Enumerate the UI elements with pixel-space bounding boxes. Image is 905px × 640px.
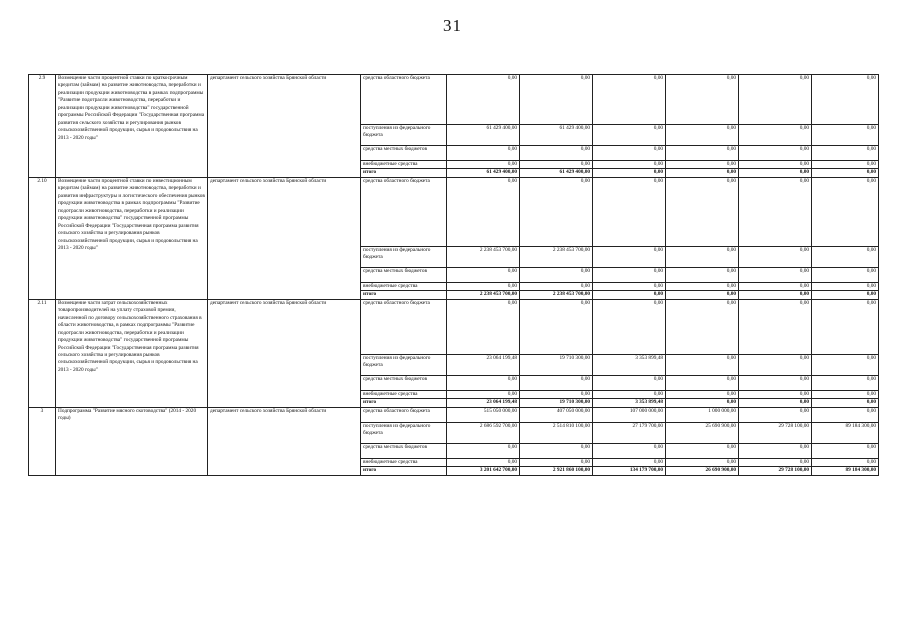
- amount-cell: 134 179 700,00: [593, 467, 666, 475]
- amount-cell: 0,00: [739, 399, 812, 407]
- amount-cell: 0,00: [812, 75, 879, 125]
- amount-cell: 0,00: [447, 443, 520, 458]
- funding-source-label: итого: [361, 467, 447, 475]
- amount-cell: 0,00: [812, 399, 879, 407]
- amount-cell: 0,00: [447, 458, 520, 466]
- funding-source-label: средства областного бюджета: [361, 75, 447, 125]
- amount-cell: 0,00: [593, 443, 666, 458]
- amount-cell: 0,00: [739, 291, 812, 299]
- amount-cell: 0,00: [812, 161, 879, 169]
- amount-cell: 19 710 300,00: [520, 399, 593, 407]
- row-number: 3: [29, 407, 56, 475]
- amount-cell: 25 690 900,00: [666, 422, 739, 443]
- funding-source-label: поступления из федерального бюджета: [361, 422, 447, 443]
- amount-cell: 0,00: [739, 375, 812, 390]
- amount-cell: 0,00: [593, 125, 666, 146]
- row-number: 2.9: [29, 75, 56, 178]
- amount-cell: 0,00: [812, 443, 879, 458]
- amount-cell: 0,00: [593, 146, 666, 161]
- funding-source-label: внебюджетные средства: [361, 458, 447, 466]
- amount-cell: 0,00: [739, 390, 812, 398]
- amount-cell: 0,00: [666, 146, 739, 161]
- amount-cell: 29 728 100,00: [739, 422, 812, 443]
- amount-cell: 0,00: [520, 267, 593, 282]
- funding-source-label: итого: [361, 399, 447, 407]
- amount-cell: 0,00: [666, 75, 739, 125]
- amount-cell: 0,00: [520, 177, 593, 246]
- amount-cell: 0,00: [666, 375, 739, 390]
- amount-cell: 61 429 400,00: [447, 169, 520, 177]
- funding-source-label: итого: [361, 169, 447, 177]
- amount-cell: 0,00: [666, 282, 739, 290]
- amount-cell: 0,00: [666, 443, 739, 458]
- amount-cell: 0,00: [593, 390, 666, 398]
- amount-cell: 0,00: [739, 246, 812, 267]
- amount-cell: 0,00: [520, 75, 593, 125]
- amount-cell: 0,00: [739, 458, 812, 466]
- amount-cell: 3 353 899,48: [593, 399, 666, 407]
- amount-cell: 0,00: [447, 146, 520, 161]
- amount-cell: 0,00: [812, 125, 879, 146]
- funding-source-label: средства местных бюджетов: [361, 375, 447, 390]
- amount-cell: 0,00: [593, 299, 666, 354]
- amount-cell: 0,00: [520, 458, 593, 466]
- amount-cell: 0,00: [593, 267, 666, 282]
- amount-cell: 0,00: [520, 146, 593, 161]
- row-executor: департамент сельского хозяйства Брянской области: [208, 299, 361, 407]
- row-executor: департамент сельского хозяйства Брянской области: [208, 75, 361, 178]
- funding-source-label: средства областного бюджета: [361, 177, 447, 246]
- amount-cell: 107 000 000,00: [593, 407, 666, 422]
- amount-cell: 0,00: [739, 443, 812, 458]
- amount-cell: 0,00: [739, 267, 812, 282]
- amount-cell: 0,00: [812, 291, 879, 299]
- funding-source-label: средства областного бюджета: [361, 407, 447, 422]
- amount-cell: 0,00: [739, 299, 812, 354]
- page-number: 31: [443, 16, 462, 35]
- amount-cell: 0,00: [666, 169, 739, 177]
- amount-cell: 0,00: [812, 282, 879, 290]
- amount-cell: 0,00: [447, 177, 520, 246]
- amount-cell: 61 429 400,00: [520, 169, 593, 177]
- amount-cell: 0,00: [666, 390, 739, 398]
- table-row: [29, 299, 879, 354]
- amount-cell: 0,00: [812, 375, 879, 390]
- funding-source-label: поступления из федерального бюджета: [361, 125, 447, 146]
- amount-cell: 19 710 300,00: [520, 354, 593, 375]
- amount-cell: 0,00: [739, 169, 812, 177]
- amount-cell: 0,00: [666, 125, 739, 146]
- amount-cell: 89 184 300,00: [812, 467, 879, 475]
- amount-cell: 0,00: [666, 291, 739, 299]
- amount-cell: 29 728 100,00: [739, 467, 812, 475]
- amount-cell: 0,00: [812, 390, 879, 398]
- amount-cell: 0,00: [447, 267, 520, 282]
- amount-cell: 515 050 000,00: [447, 407, 520, 422]
- amount-cell: 0,00: [739, 161, 812, 169]
- row-number: 2.11: [29, 299, 56, 407]
- amount-cell: 0,00: [812, 146, 879, 161]
- amount-cell: 23 064 199,48: [447, 354, 520, 375]
- amount-cell: 0,00: [666, 246, 739, 267]
- amount-cell: 0,00: [447, 375, 520, 390]
- amount-cell: 3 353 899,48: [593, 354, 666, 375]
- funding-source-label: итого: [361, 291, 447, 299]
- amount-cell: 0,00: [593, 246, 666, 267]
- amount-cell: 0,00: [666, 177, 739, 246]
- budget-table: [28, 74, 879, 476]
- amount-cell: 0,00: [593, 169, 666, 177]
- amount-cell: 0,00: [593, 177, 666, 246]
- funding-source-label: средства областного бюджета: [361, 299, 447, 354]
- amount-cell: 2 238 453 700,00: [520, 246, 593, 267]
- amount-cell: 0,00: [666, 354, 739, 375]
- amount-cell: 23 064 199,48: [447, 399, 520, 407]
- amount-cell: 2 238 453 700,00: [447, 246, 520, 267]
- amount-cell: 0,00: [447, 75, 520, 125]
- row-description: Подпрограмма "Развитие мясного скотоводства" (2014 - 2020 годы): [56, 407, 208, 475]
- amount-cell: 0,00: [666, 399, 739, 407]
- amount-cell: 61 429 400,00: [520, 125, 593, 146]
- funding-source-label: внебюджетные средства: [361, 390, 447, 398]
- amount-cell: 0,00: [666, 458, 739, 466]
- amount-cell: 0,00: [666, 299, 739, 354]
- amount-cell: 26 690 900,00: [666, 467, 739, 475]
- funding-source-label: поступления из федерального бюджета: [361, 354, 447, 375]
- amount-cell: 0,00: [812, 177, 879, 246]
- amount-cell: 0,00: [812, 458, 879, 466]
- amount-cell: 0,00: [520, 443, 593, 458]
- row-description: Возмещение части процентной ставки по инвестиционным кредитам (займам) на развитие животноводства, переработки и развития инфраструктуры и логистического обеспечения рынков продукции животноводства в рамках подпрограммы "Развитие подотрасли животноводства, переработки и реализации продукции животноводства" государственной программы Российской Федерации "Государственная программа развития сельского хозяйства и регулирования рынков сельскохозяйственной продукции, сырья и продовольствия на 2013 - 2020 годы": [56, 177, 208, 299]
- funding-source-label: внебюджетные средства: [361, 161, 447, 169]
- amount-cell: 0,00: [593, 75, 666, 125]
- budget-table-body: [29, 75, 879, 476]
- amount-cell: 0,00: [739, 125, 812, 146]
- row-number: 2.10: [29, 177, 56, 299]
- amount-cell: 89 184 300,00: [812, 422, 879, 443]
- table-row: [29, 407, 879, 422]
- amount-cell: 0,00: [739, 354, 812, 375]
- amount-cell: 2 514 810 100,00: [520, 422, 593, 443]
- amount-cell: 1 000 000,00: [666, 407, 739, 422]
- amount-cell: 0,00: [593, 458, 666, 466]
- amount-cell: 0,00: [812, 267, 879, 282]
- row-description: Возмещение части процентной ставки по краткосрочным кредитам (займам) на развитие животноводства, переработки и реализации продукции животноводства в рамках подпрограммы "Развитие подотрасли животноводства, переработки и реализации продукции животноводства" государственной программы Российской Федерации "Государственная программа развития сельского хозяйства и регулирования рынков сельскохозяйственной продукции, сырья и продовольствия на 2013 - 2020 годы": [56, 75, 208, 178]
- amount-cell: 2 238 453 700,00: [520, 291, 593, 299]
- amount-cell: 2 238 453 700,00: [447, 291, 520, 299]
- amount-cell: 0,00: [520, 375, 593, 390]
- amount-cell: 0,00: [447, 299, 520, 354]
- amount-cell: 0,00: [812, 354, 879, 375]
- amount-cell: 0,00: [812, 246, 879, 267]
- funding-source-label: поступления из федерального бюджета: [361, 246, 447, 267]
- amount-cell: 0,00: [520, 390, 593, 398]
- amount-cell: 0,00: [447, 390, 520, 398]
- amount-cell: 0,00: [447, 161, 520, 169]
- amount-cell: 0,00: [593, 291, 666, 299]
- funding-source-label: средства местных бюджетов: [361, 146, 447, 161]
- amount-cell: 2 686 592 700,00: [447, 422, 520, 443]
- amount-cell: 0,00: [739, 407, 812, 422]
- amount-cell: 0,00: [447, 282, 520, 290]
- amount-cell: 0,00: [666, 267, 739, 282]
- row-executor: департамент сельского хозяйства Брянской области: [208, 177, 361, 299]
- amount-cell: 0,00: [812, 407, 879, 422]
- amount-cell: 27 179 700,00: [593, 422, 666, 443]
- amount-cell: 0,00: [739, 146, 812, 161]
- amount-cell: 0,00: [520, 299, 593, 354]
- amount-cell: 0,00: [593, 161, 666, 169]
- amount-cell: 2 921 860 100,00: [520, 467, 593, 475]
- amount-cell: 3 201 642 700,00: [447, 467, 520, 475]
- funding-source-label: средства местных бюджетов: [361, 443, 447, 458]
- amount-cell: 0,00: [812, 169, 879, 177]
- table-row: [29, 75, 879, 125]
- amount-cell: 0,00: [593, 282, 666, 290]
- amount-cell: 0,00: [520, 161, 593, 169]
- amount-cell: 0,00: [739, 282, 812, 290]
- amount-cell: 0,00: [520, 282, 593, 290]
- row-description: Возмещение части затрат сельскохозяйственных товаропроизводителей на уплату страховой премии, начисленной по договору сельскохозяйственного страхования в области животноводства, в рамках подпрограммы "Развитие подотрасли животноводства, переработки и реализации продукции животноводства" государственной программы Российской Федерации "Государственная программа развития сельского хозяйства и регулирования рынков сельскохозяйственной продукции, сырья и продовольствия на 2013 - 2020 годы": [56, 299, 208, 407]
- amount-cell: 0,00: [739, 75, 812, 125]
- amount-cell: 0,00: [593, 375, 666, 390]
- funding-source-label: средства местных бюджетов: [361, 267, 447, 282]
- amount-cell: 0,00: [812, 299, 879, 354]
- amount-cell: 0,00: [739, 177, 812, 246]
- row-executor: департамент сельского хозяйства Брянской области: [208, 407, 361, 475]
- amount-cell: 61 429 400,00: [447, 125, 520, 146]
- amount-cell: 407 050 000,00: [520, 407, 593, 422]
- funding-source-label: внебюджетные средства: [361, 282, 447, 290]
- amount-cell: 0,00: [666, 161, 739, 169]
- table-row: [29, 177, 879, 246]
